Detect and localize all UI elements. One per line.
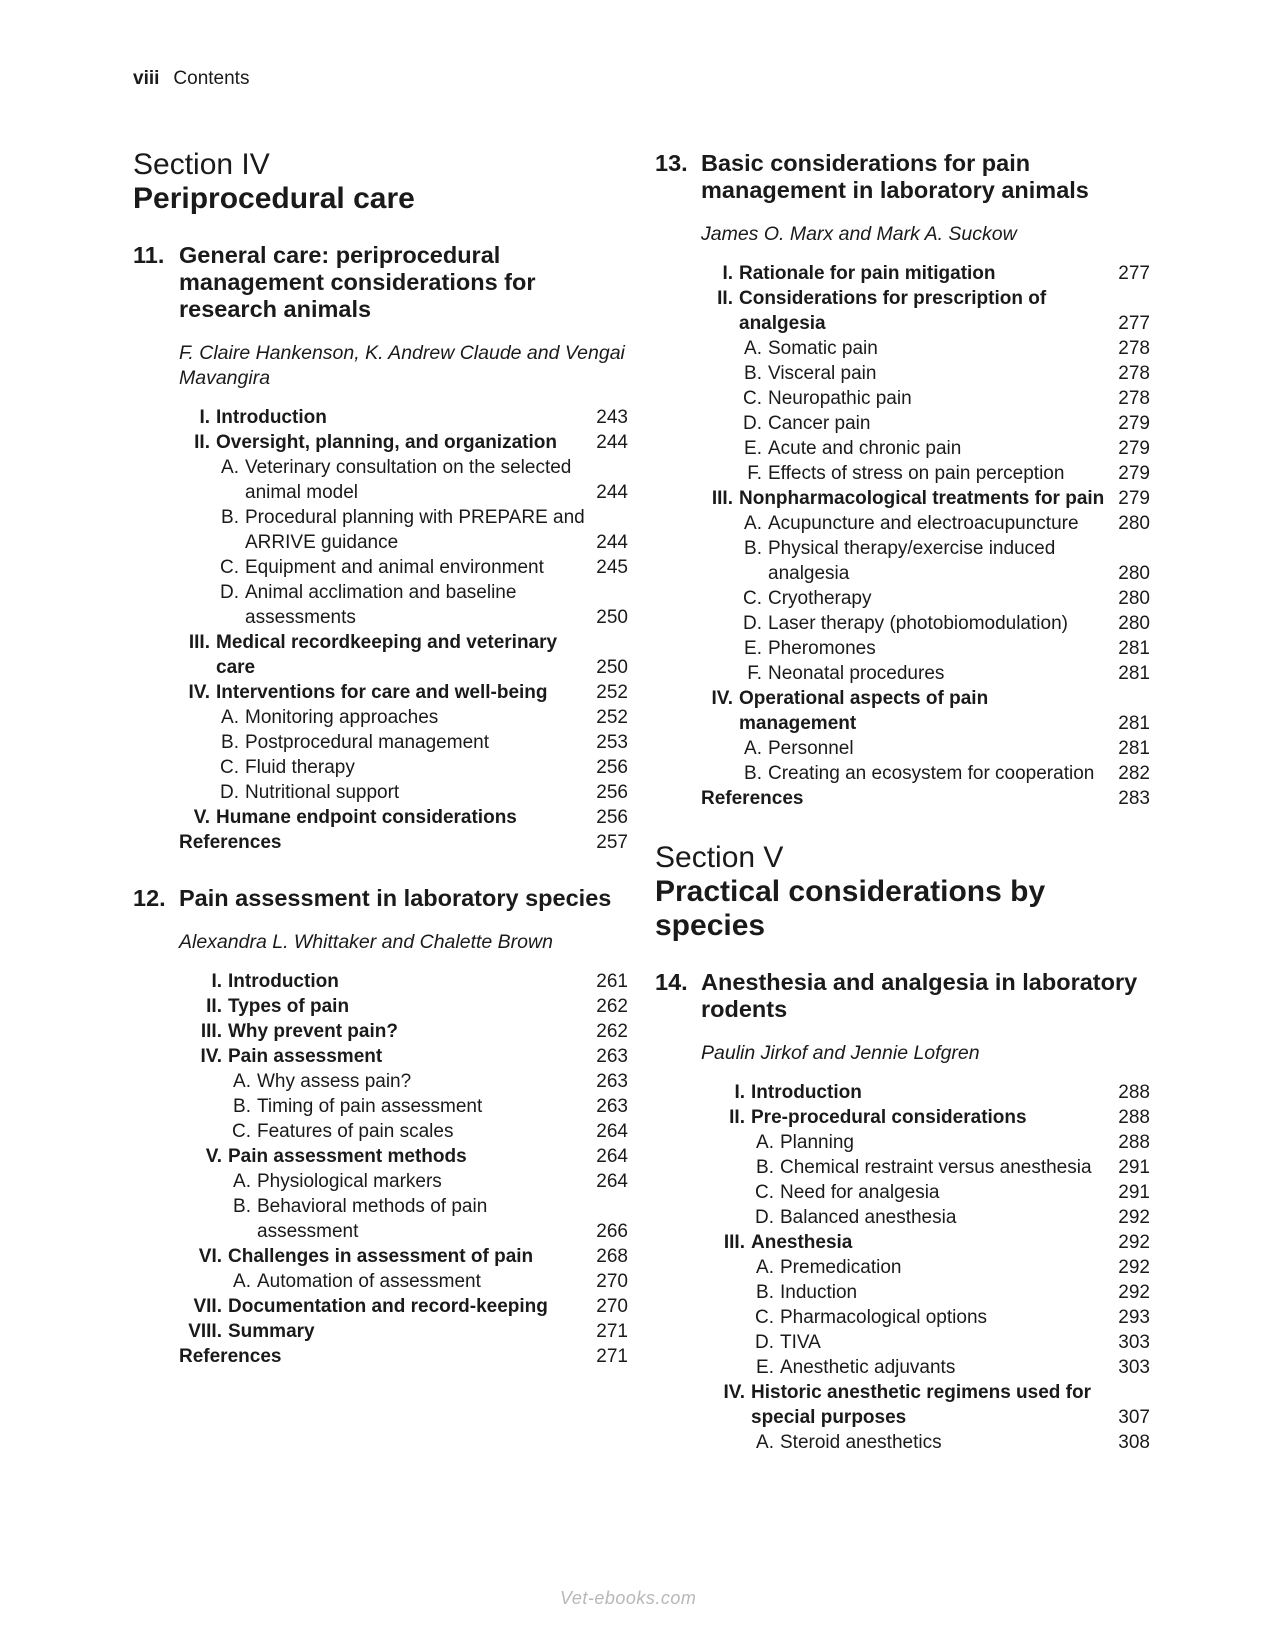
toc-entry (701, 1180, 1150, 1205)
entry-number: A. (221, 707, 239, 728)
chapter-heading (655, 150, 1150, 204)
entry-number: C. (743, 588, 762, 609)
toc-entry (701, 1280, 1150, 1305)
toc-entry (179, 1119, 628, 1144)
entry-title: Somatic pain (768, 338, 878, 359)
entry-title: Introduction (751, 1082, 862, 1103)
running-head-title: Contents (173, 68, 250, 89)
toc-entry (179, 1194, 628, 1244)
entry-title: Features of pain scales (257, 1121, 454, 1142)
toc-entry (179, 1094, 628, 1119)
toc-entry (179, 1069, 628, 1094)
entry-number: B. (744, 363, 762, 384)
entry-number: C. (220, 557, 239, 578)
entry-number: C. (743, 388, 762, 409)
toc-entry (701, 736, 1150, 761)
chapter-title: General care: periprocedural management considerations for research animals (179, 242, 536, 322)
entry-page: 292 (1118, 1282, 1150, 1303)
entry-number: II. (717, 288, 733, 309)
toc-entry (179, 994, 628, 1019)
entry-title: Challenges in assessment of pain (228, 1246, 534, 1267)
entry-number: I. (211, 971, 222, 992)
entry-number: A. (744, 738, 762, 759)
entry-number: A. (233, 1171, 251, 1192)
section-label: Section IV (133, 148, 270, 181)
toc-entry (701, 1355, 1150, 1380)
entry-number: A. (233, 1071, 251, 1092)
chapter-authors: Paulin Jirkof and Jennie Lofgren (701, 1042, 980, 1064)
entry-number: D. (220, 582, 239, 603)
entry-number: D. (755, 1207, 774, 1228)
entry-number: B. (756, 1157, 774, 1178)
entry-title: Nutritional support (245, 782, 400, 803)
running-head (133, 68, 249, 90)
entry-title: Cryotherapy (768, 588, 872, 609)
toc-entry (701, 1080, 1150, 1105)
entry-title: Equipment and animal environment (245, 557, 544, 578)
toc-entry (179, 805, 628, 830)
chapter-authors: James O. Marx and Mark A. Suckow (701, 223, 1017, 245)
entry-number: V. (193, 807, 210, 828)
chapter-title: Anesthesia and analgesia in laboratory rodents (701, 969, 1138, 1022)
entry-page: 256 (596, 757, 628, 778)
entry-page: 266 (596, 1221, 628, 1242)
entry-page: 278 (1118, 363, 1150, 384)
toc-entry (701, 1305, 1150, 1330)
chapter-title: Pain assessment in laboratory species (179, 885, 612, 911)
entry-title: Considerations for prescription of analgesia (739, 288, 1047, 334)
entry-page: 263 (596, 1046, 628, 1067)
entry-number: I. (722, 263, 733, 284)
chapter (655, 150, 1150, 811)
chapter-heading (655, 969, 1150, 1023)
entry-number: D. (220, 782, 239, 803)
entry-page: 283 (1118, 788, 1150, 809)
chapter (133, 885, 628, 1369)
toc-entry (701, 786, 1150, 811)
entry-number: IV. (723, 1382, 745, 1403)
toc-entry (701, 336, 1150, 361)
entry-title: Why prevent pain? (228, 1021, 398, 1042)
entry-title: Procedural planning with PREPARE and ARRIVE guidance (245, 507, 585, 553)
entry-title: Monitoring approaches (245, 707, 439, 728)
toc-entry (179, 555, 628, 580)
toc-entry (701, 636, 1150, 661)
entry-title: Operational aspects of pain management (739, 688, 989, 734)
entry-number: II. (194, 432, 210, 453)
entry-number: A. (744, 513, 762, 534)
entry-title: Acupuncture and electroacupuncture (768, 513, 1079, 534)
section-title: Periprocedural care (133, 182, 415, 215)
entry-title: Personnel (768, 738, 854, 759)
entry-page: 307 (1118, 1407, 1150, 1428)
entry-number: E. (744, 638, 762, 659)
entry-title: Pre-procedural considerations (751, 1107, 1027, 1128)
entry-title: Historic anesthetic regimens used for special purposes (751, 1382, 1091, 1428)
entry-page: 270 (596, 1296, 628, 1317)
entry-page: 293 (1118, 1307, 1150, 1328)
entry-page: 261 (596, 971, 628, 992)
entry-title: Chemical restraint versus anesthesia (780, 1157, 1092, 1178)
entry-page: 256 (596, 782, 628, 803)
entry-page: 279 (1118, 438, 1150, 459)
entry-number: D. (755, 1332, 774, 1353)
toc-entry (179, 755, 628, 780)
entry-page: 250 (596, 657, 628, 678)
entry-title: Introduction (216, 407, 327, 428)
toc-entry (701, 1255, 1150, 1280)
toc-entry (179, 630, 628, 680)
chapter-13 (655, 150, 1150, 811)
entry-title: Nonpharmacological treatments for pain (739, 488, 1105, 509)
toc-entry (179, 780, 628, 805)
entry-title: Steroid anesthetics (780, 1432, 942, 1453)
entry-title: Veterinary consultation on the selected animal model (245, 457, 572, 503)
toc-entry (179, 1294, 628, 1319)
toc-entry (701, 411, 1150, 436)
entry-number: B. (233, 1096, 251, 1117)
entry-page: 280 (1118, 563, 1150, 584)
entry-number: A. (744, 338, 762, 359)
entry-number: IV. (711, 688, 733, 709)
toc-entry (701, 586, 1150, 611)
entry-page: 263 (596, 1071, 628, 1092)
entry-title: Documentation and record-keeping (228, 1296, 548, 1317)
entry-number: E. (744, 438, 762, 459)
toc-entry (701, 686, 1150, 736)
entry-page: 271 (596, 1321, 628, 1342)
toc-entry (179, 1144, 628, 1169)
toc-entry (179, 455, 628, 505)
entry-page: 277 (1118, 263, 1150, 284)
toc-list (179, 969, 628, 1369)
entry-title: Anesthesia (751, 1232, 853, 1253)
entry-number: C. (232, 1121, 251, 1142)
toc-entry (701, 1205, 1150, 1230)
toc-entry (701, 361, 1150, 386)
entry-page: 281 (1118, 738, 1150, 759)
entry-title: Oversight, planning, and organization (216, 432, 557, 453)
entry-number: A. (233, 1271, 251, 1292)
entry-title: Interventions for care and well-being (216, 682, 548, 703)
chapter (655, 969, 1150, 1455)
toc-entry (179, 705, 628, 730)
toc-entry (701, 1430, 1150, 1455)
entry-title: Induction (780, 1282, 858, 1303)
toc-entry (179, 1019, 628, 1044)
entry-title: Timing of pain assessment (257, 1096, 483, 1117)
toc-entry (179, 1344, 628, 1369)
entry-page: 262 (596, 996, 628, 1017)
toc-entry (701, 436, 1150, 461)
entry-title: Introduction (228, 971, 339, 992)
toc-list (179, 405, 628, 855)
entry-page: 277 (1118, 313, 1150, 334)
entry-number: VII. (193, 1296, 222, 1317)
entry-number: III. (188, 632, 210, 653)
entry-title: Types of pain (228, 996, 350, 1017)
entry-title: References (179, 832, 282, 853)
entry-page: 278 (1118, 388, 1150, 409)
entry-page: 264 (596, 1171, 628, 1192)
toc-entry (179, 969, 628, 994)
entry-number: E. (756, 1357, 774, 1378)
page-number: viii (133, 68, 160, 89)
toc-entry (179, 1169, 628, 1194)
toc-entry (701, 511, 1150, 536)
toc-entry (179, 1269, 628, 1294)
entry-title: Postprocedural management (245, 732, 489, 753)
left-column (133, 148, 628, 1399)
entry-number: F. (747, 463, 762, 484)
entry-page: 243 (596, 407, 628, 428)
toc-entry (701, 261, 1150, 286)
toc-entry (179, 730, 628, 755)
entry-number: III. (711, 488, 733, 509)
toc-entry (179, 505, 628, 555)
toc-entry (701, 761, 1150, 786)
chapter-heading (133, 885, 628, 912)
entry-title: Planning (780, 1132, 854, 1153)
entry-number: B. (233, 1196, 251, 1217)
toc-entry (701, 486, 1150, 511)
entry-title: Fluid therapy (245, 757, 355, 778)
entry-page: 282 (1118, 763, 1150, 784)
entry-page: 292 (1118, 1232, 1150, 1253)
chapter-number: 14. (655, 969, 688, 995)
entry-page: 244 (596, 482, 628, 503)
toc-entry (701, 1155, 1150, 1180)
entry-page: 278 (1118, 338, 1150, 359)
entry-page: 292 (1118, 1207, 1150, 1228)
entry-title: References (701, 788, 804, 809)
entry-title: TIVA (780, 1332, 821, 1353)
entry-title: Anesthetic adjuvants (780, 1357, 956, 1378)
entry-number: IV. (188, 682, 210, 703)
toc-entry (179, 1244, 628, 1269)
toc-entry (701, 1380, 1150, 1430)
toc-entry (179, 830, 628, 855)
entry-title: References (179, 1346, 282, 1367)
entry-title: Humane endpoint considerations (216, 807, 517, 828)
entry-page: 253 (596, 732, 628, 753)
entry-title: Laser therapy (photobiomodulation) (768, 613, 1068, 634)
toc-entry (701, 1130, 1150, 1155)
toc-entry (179, 680, 628, 705)
toc-entry (701, 661, 1150, 686)
entry-number: V. (205, 1146, 222, 1167)
entry-title: Pharmacological options (780, 1307, 988, 1328)
entry-page: 279 (1118, 413, 1150, 434)
section-label: Section V (655, 841, 784, 874)
chapter-number: 13. (655, 150, 688, 176)
entry-number: A. (756, 1257, 774, 1278)
entry-page: 281 (1118, 638, 1150, 659)
entry-page: 264 (596, 1121, 628, 1142)
entry-title: Rationale for pain mitigation (739, 263, 996, 284)
chapter-list (133, 242, 628, 1369)
toc-entry (179, 580, 628, 630)
entry-number: II. (206, 996, 222, 1017)
entry-title: Neonatal procedures (768, 663, 945, 684)
entry-number: C. (755, 1182, 774, 1203)
entry-page: 292 (1118, 1257, 1150, 1278)
entry-number: I. (199, 407, 210, 428)
entry-title: Medical recordkeeping and veterinary care (216, 632, 558, 678)
chapter-14 (655, 969, 1150, 1455)
chapter-title: Basic considerations for pain management in laboratory animals (701, 150, 1089, 203)
toc-entry (701, 1105, 1150, 1130)
toc-entry (701, 461, 1150, 486)
entry-page: 281 (1118, 663, 1150, 684)
entry-page: 244 (596, 532, 628, 553)
toc-entry (701, 536, 1150, 586)
toc-entry (179, 405, 628, 430)
entry-title: Need for analgesia (780, 1182, 940, 1203)
entry-page: 271 (596, 1346, 628, 1367)
toc-entry (701, 611, 1150, 636)
entry-number: I. (734, 1082, 745, 1103)
entry-title: Why assess pain? (257, 1071, 412, 1092)
entry-page: 257 (596, 832, 628, 853)
entry-page: 252 (596, 707, 628, 728)
entry-page: 264 (596, 1146, 628, 1167)
entry-page: 308 (1118, 1432, 1150, 1453)
entry-page: 280 (1118, 513, 1150, 534)
entry-page: 303 (1118, 1332, 1150, 1353)
entry-title: Pain assessment methods (228, 1146, 467, 1167)
entry-title: Physiological markers (257, 1171, 442, 1192)
entry-title: Balanced anesthesia (780, 1207, 957, 1228)
entry-number: A. (756, 1432, 774, 1453)
toc-entry (179, 1319, 628, 1344)
entry-number: II. (729, 1107, 745, 1128)
toc-list (701, 261, 1150, 811)
entry-page: 281 (1118, 713, 1150, 734)
entry-page: 263 (596, 1096, 628, 1117)
entry-title: Animal acclimation and baseline assessments (245, 582, 517, 628)
entry-page: 288 (1118, 1132, 1150, 1153)
section-title: Practical considerations by species (655, 875, 1046, 942)
watermark-logo: Vet-ebooks.com (560, 1588, 697, 1608)
entry-title: Summary (228, 1321, 315, 1342)
entry-title: Physical therapy/exercise induced analgesia (768, 538, 1056, 584)
entry-title: Visceral pain (768, 363, 877, 384)
entry-page: 280 (1118, 613, 1150, 634)
toc-entry (701, 1330, 1150, 1355)
entry-number: D. (743, 413, 762, 434)
entry-title: Automation of assessment (257, 1271, 481, 1292)
chapter-authors: Alexandra L. Whittaker and Chalette Brown (179, 931, 553, 953)
entry-number: B. (221, 732, 239, 753)
entry-number: IV. (200, 1046, 222, 1067)
right-column (655, 150, 1150, 1485)
entry-title: Effects of stress on pain perception (768, 463, 1065, 484)
entry-number: C. (755, 1307, 774, 1328)
toc-entry (701, 286, 1150, 336)
chapter-heading (133, 242, 628, 323)
entry-title: Pheromones (768, 638, 876, 659)
entry-number: B. (744, 538, 762, 559)
toc-entry (179, 430, 628, 455)
toc-entry (701, 1230, 1150, 1255)
entry-page: 280 (1118, 588, 1150, 609)
entry-number: A. (221, 457, 239, 478)
entry-page: 288 (1118, 1107, 1150, 1128)
entry-page: 262 (596, 1021, 628, 1042)
entry-page: 291 (1118, 1182, 1150, 1203)
entry-page: 244 (596, 432, 628, 453)
entry-page: 303 (1118, 1357, 1150, 1378)
toc-entry (701, 386, 1150, 411)
entry-number: VIII. (188, 1321, 222, 1342)
entry-title: Neuropathic pain (768, 388, 912, 409)
entry-number: C. (220, 757, 239, 778)
toc-entry (179, 1044, 628, 1069)
entry-number: III. (723, 1232, 745, 1253)
entry-title: Creating an ecosystem for cooperation (768, 763, 1095, 784)
entry-title: Cancer pain (768, 413, 871, 434)
entry-page: 291 (1118, 1157, 1150, 1178)
entry-number: D. (743, 613, 762, 634)
toc-list (701, 1080, 1150, 1455)
entry-page: 268 (596, 1246, 628, 1267)
entry-title: Premedication (780, 1257, 902, 1278)
entry-page: 245 (596, 557, 628, 578)
entry-number: B. (744, 763, 762, 784)
entry-number: VI. (198, 1246, 222, 1267)
entry-number: B. (221, 507, 239, 528)
entry-page: 252 (596, 682, 628, 703)
entry-number: III. (200, 1021, 222, 1042)
entry-title: Pain assessment (228, 1046, 383, 1067)
entry-page: 270 (596, 1271, 628, 1292)
entry-page: 288 (1118, 1082, 1150, 1103)
chapter (133, 242, 628, 855)
entry-number: F. (747, 663, 762, 684)
chapter-authors: F. Claire Hankenson, K. Andrew Claude and Vengai Mavangira (179, 342, 625, 389)
entry-page: 250 (596, 607, 628, 628)
entry-page: 279 (1118, 488, 1150, 509)
entry-number: B. (756, 1282, 774, 1303)
chapter-number: 12. (133, 885, 166, 911)
chapter-number: 11. (133, 242, 165, 268)
entry-title: Acute and chronic pain (768, 438, 962, 459)
entry-page: 279 (1118, 463, 1150, 484)
entry-title: Behavioral methods of pain assessment (257, 1196, 488, 1242)
entry-page: 256 (596, 807, 628, 828)
entry-number: A. (756, 1132, 774, 1153)
